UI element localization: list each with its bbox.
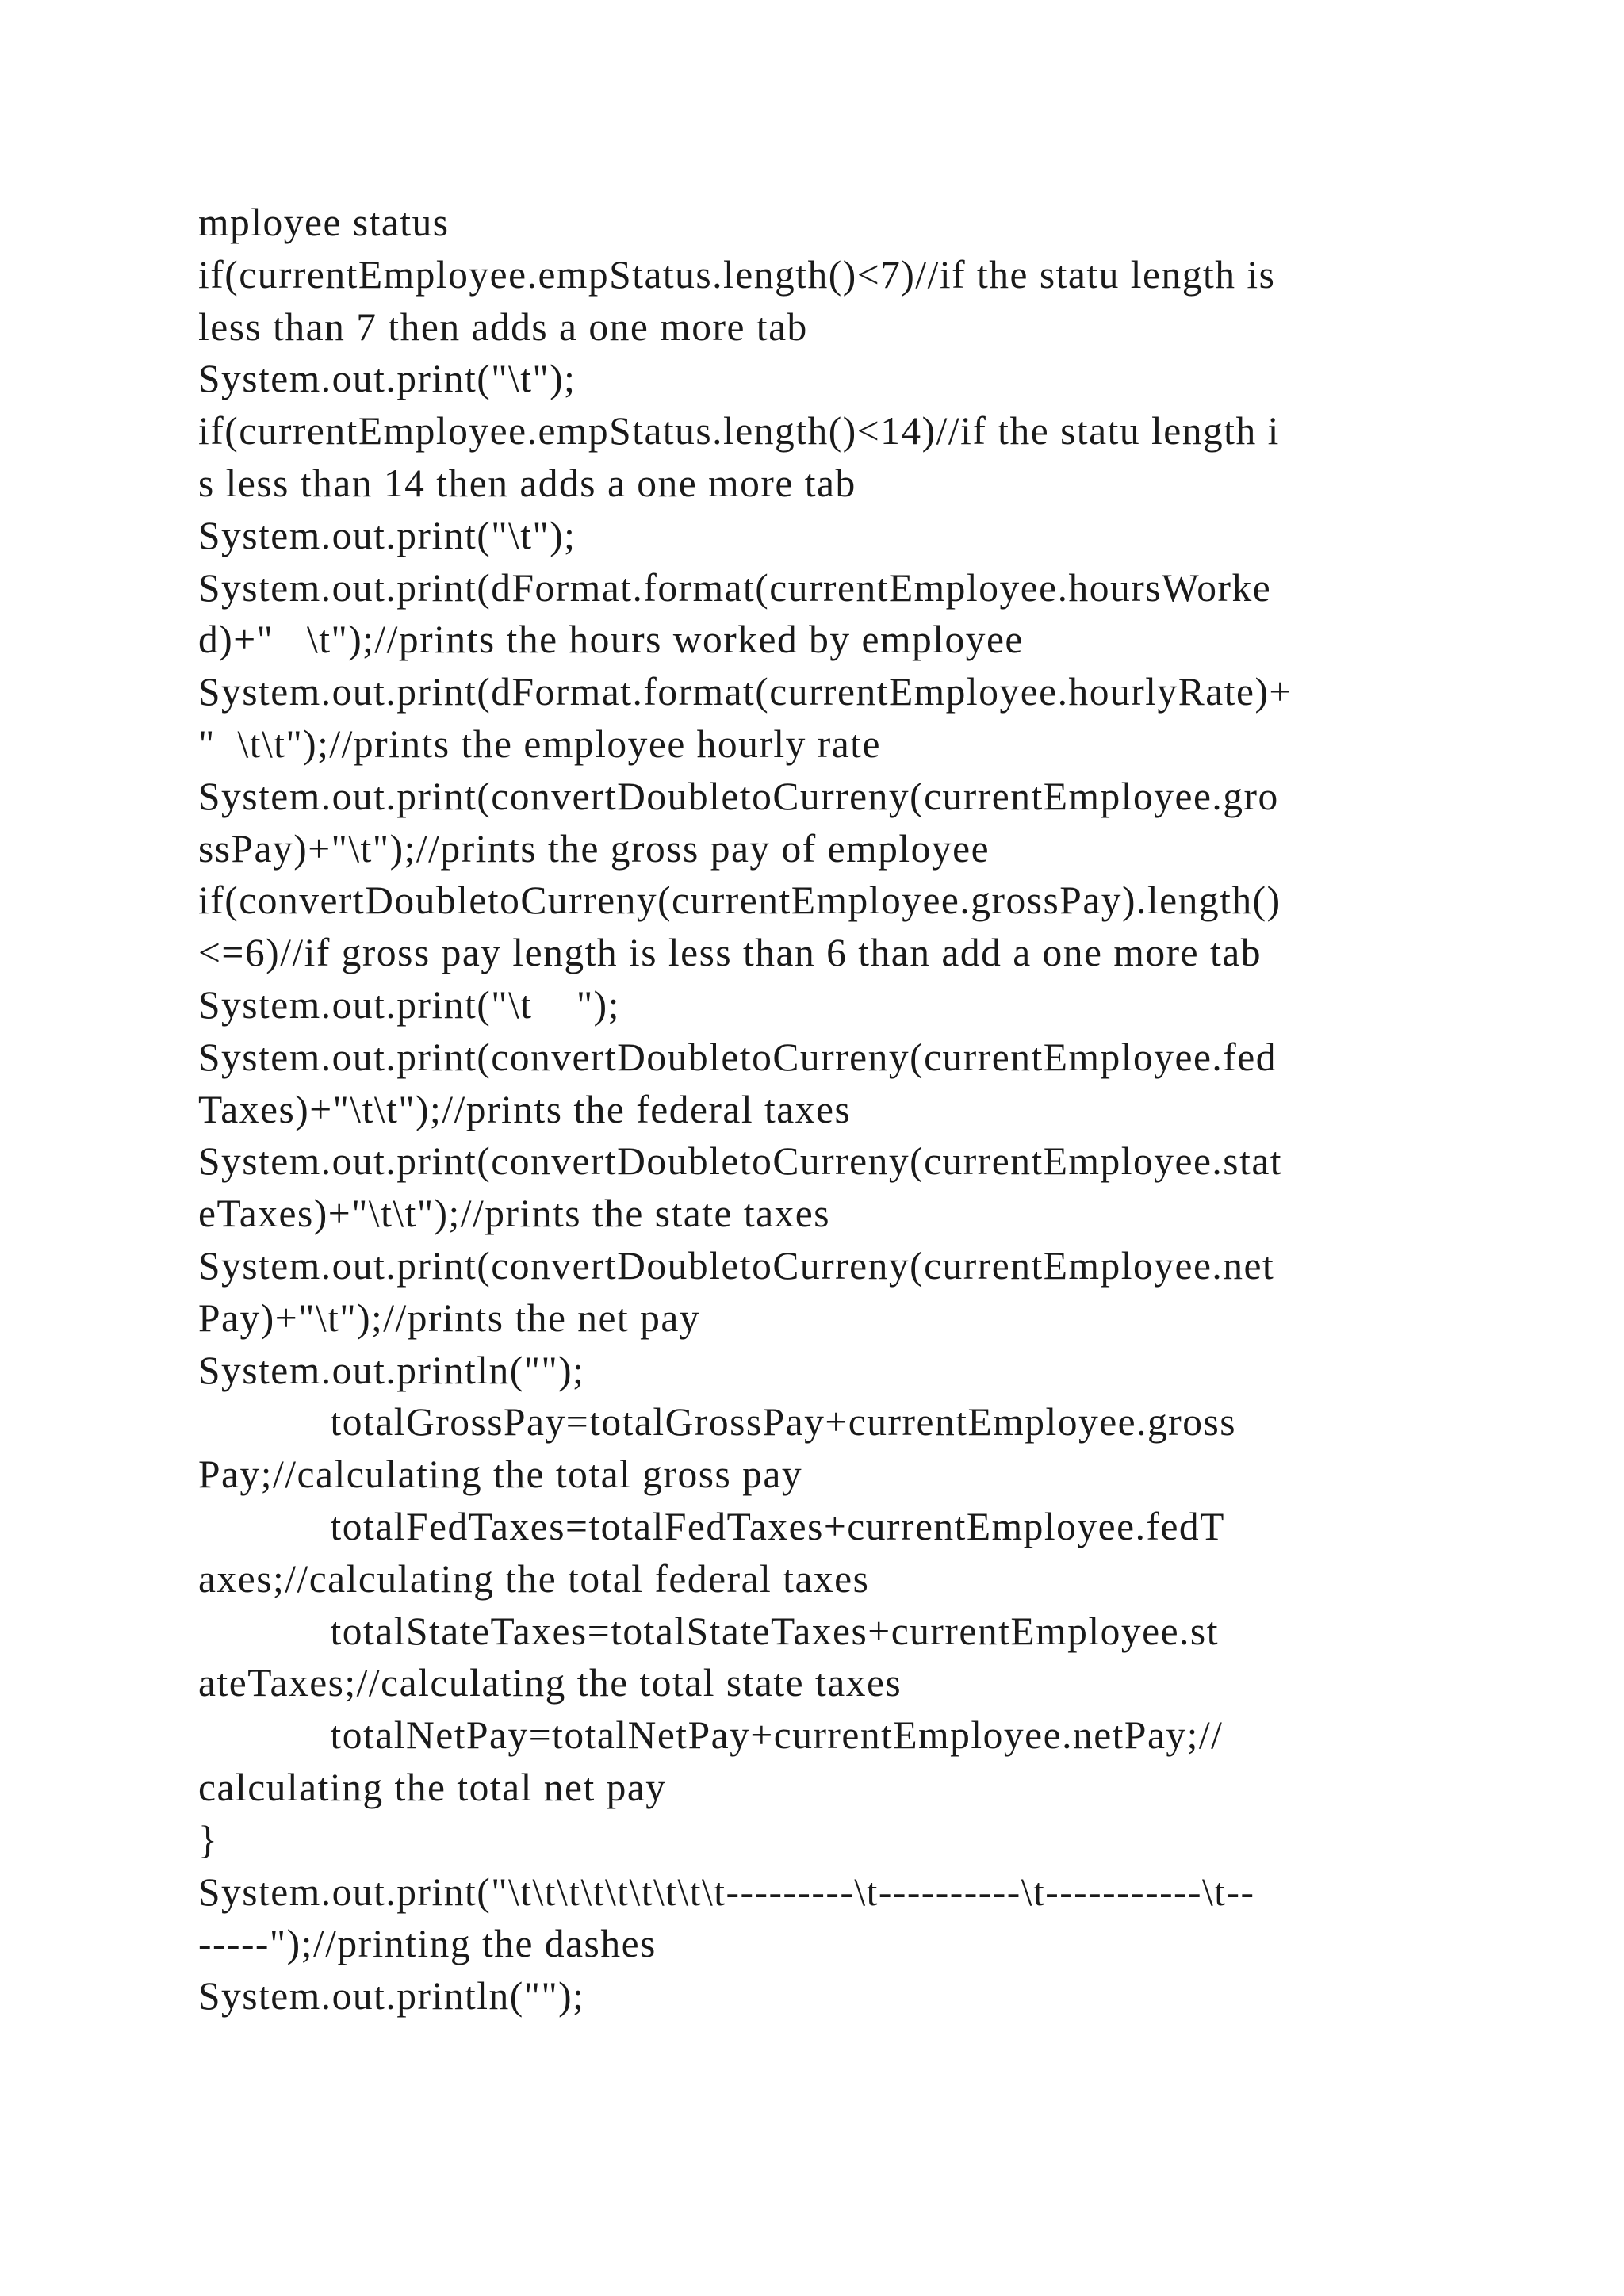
text-line: d)+" \t");//prints the hours worked by employee: [198, 618, 1024, 662]
text-line: <=6)//if gross pay length is less than 6 than add a one more tab: [198, 931, 1262, 975]
text-line: System.out.print("\t");: [198, 513, 576, 557]
text-line: totalFedTaxes=totalFedTaxes+currentEmployee.fedT: [198, 1504, 1225, 1548]
text-line: if(currentEmployee.empStatus.length()<14)//if the statu length i: [198, 409, 1280, 453]
text-line: System.out.print(dFormat.format(currentEmployee.hoursWorke: [198, 565, 1272, 610]
text-line: ssPay)+"\t");//prints the gross pay of employee: [198, 826, 990, 871]
text-line: System.out.println("");: [198, 1974, 585, 2019]
text-line: -----");//printing the dashes: [198, 1922, 657, 1966]
text-line: " \t\t");//prints the employee hourly rate: [198, 721, 881, 766]
text-line: less than 7 then adds a one more tab: [198, 304, 808, 349]
text-line: if(currentEmployee.empStatus.length()<7)//if the statu length is: [198, 252, 1276, 297]
text-line: Pay;//calculating the total gross pay: [198, 1452, 803, 1497]
text-line: System.out.print("\t ");: [198, 982, 620, 1027]
text-line: mployee status: [198, 201, 450, 244]
text-line: eTaxes)+"\t\t");//prints the state taxes: [198, 1192, 831, 1236]
text-line: System.out.print(convertDoubletoCurreny(currentEmployee.net: [198, 1243, 1275, 1288]
text-line: System.out.print(convertDoubletoCurreny(currentEmployee.gro: [198, 774, 1279, 818]
text-line: System.out.print("\t\t\t\t\t\t\t\t\t---------\t----------\t-----------\t--: [198, 1869, 1255, 1914]
text-line: System.out.print(convertDoubletoCurreny(currentEmployee.stat: [198, 1139, 1283, 1184]
text-line: totalGrossPay=totalGrossPay+currentEmployee.gross: [198, 1400, 1237, 1445]
text-line: axes;//calculating the total federal taxes: [198, 1556, 870, 1601]
text-line: System.out.print("\t");: [198, 357, 576, 401]
code-text-block: [198, 197, 1467, 2022]
text-line: ateTaxes;//calculating the total state taxes: [198, 1661, 902, 1705]
text-line: System.out.print(dFormat.format(currentEmployee.hourlyRate)+: [198, 670, 1293, 714]
text-line: Pay)+"\t");//prints the net pay: [198, 1295, 701, 1340]
text-line: totalStateTaxes=totalStateTaxes+currentEmployee.st: [198, 1609, 1219, 1653]
text-line: }: [198, 1817, 219, 1862]
text-line: calculating the total net pay: [198, 1765, 667, 1809]
text-line: Taxes)+"\t\t");//prints the federal taxes: [198, 1087, 852, 1131]
text-line: System.out.println("");: [198, 1348, 585, 1392]
text-line: totalNetPay=totalNetPay+currentEmployee.netPay;//: [198, 1713, 1224, 1758]
text-line: s less than 14 then adds a one more tab: [198, 461, 856, 505]
text-line: System.out.print(convertDoubletoCurreny(currentEmployee.fed: [198, 1035, 1277, 1079]
text-line: if(convertDoubletoCurreny(currentEmployee.grossPay).length(): [198, 878, 1281, 923]
